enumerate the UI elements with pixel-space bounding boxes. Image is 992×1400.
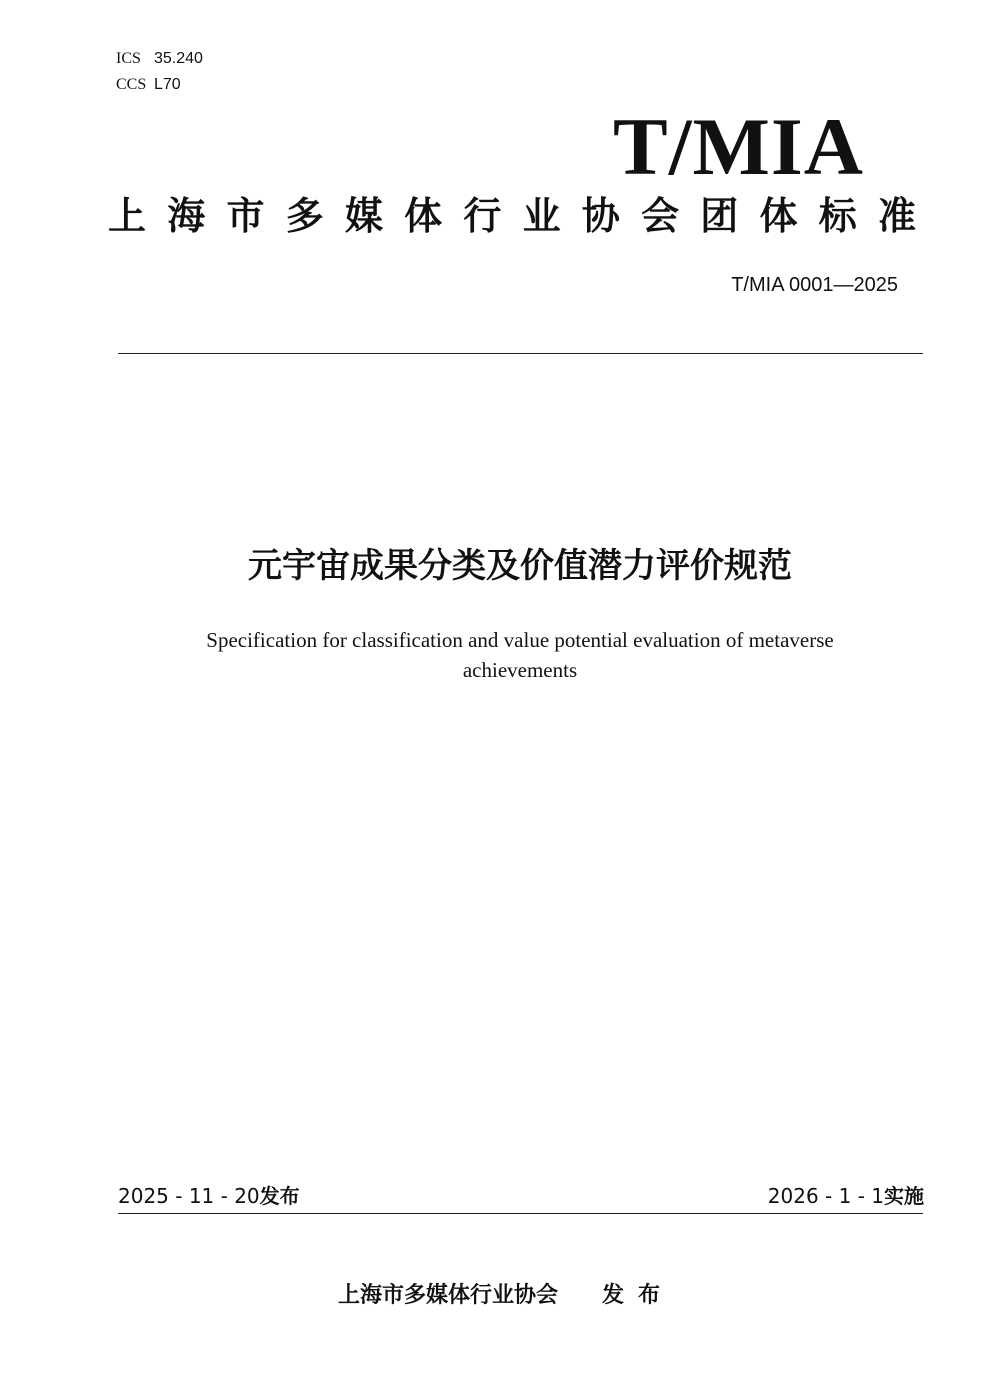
ccs-value: L70 xyxy=(154,76,181,93)
publish-date xyxy=(118,1182,300,1210)
implement-date xyxy=(768,1182,924,1210)
org-standard-heading: 上海市多媒体行业协会团体标准 xyxy=(108,194,916,238)
implement-date-suffix: 实施 xyxy=(884,1184,924,1208)
ics-value: 35.240 xyxy=(154,50,203,67)
document-title-cn: 元宇宙成果分类及价值潜力评价规范 xyxy=(248,546,792,586)
bottom-divider xyxy=(118,1213,923,1214)
publish-date-value: 2025 - 11 - 20 xyxy=(118,1184,260,1208)
ccs-label: CCS xyxy=(116,76,147,93)
top-divider xyxy=(118,353,923,354)
ics-label: ICS xyxy=(116,50,141,67)
ics-line xyxy=(116,48,203,69)
publisher-name: 上海市多媒体行业协会 xyxy=(338,1283,559,1308)
standard-number: T/MIA 0001—2025 xyxy=(731,274,898,296)
publisher-line xyxy=(338,1281,674,1311)
publish-date-suffix: 发布 xyxy=(259,1184,300,1208)
document-title-en: Specification for classification and value potential evaluation of metaverse achievements xyxy=(206,628,834,682)
publisher-action: 发布 xyxy=(602,1283,675,1308)
ccs-line xyxy=(116,74,181,95)
brand-mark: T/MIA xyxy=(613,101,864,192)
implement-date-value: 2026 - 1 - 1 xyxy=(767,1184,884,1208)
